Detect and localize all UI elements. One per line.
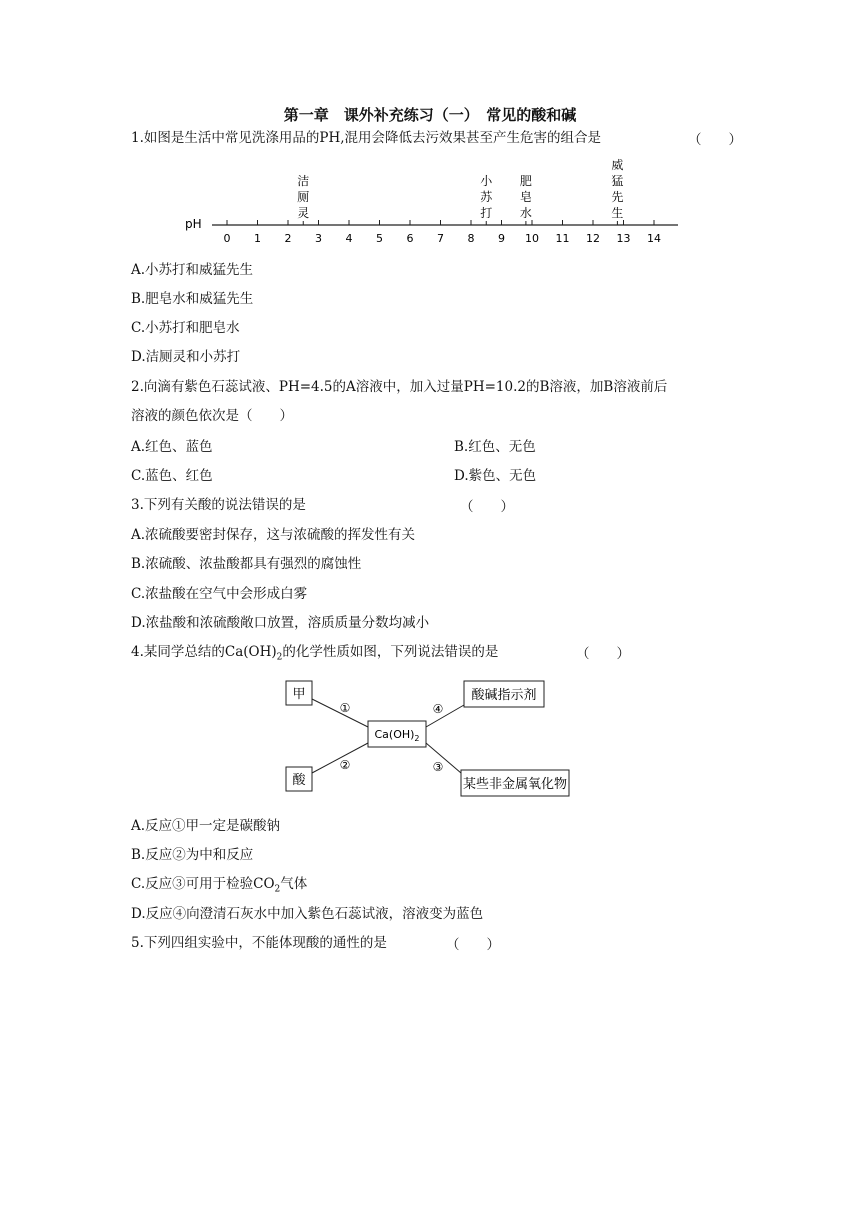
ph-product-label-char: 皂 <box>519 190 532 204</box>
ph-product-label-char: 威 <box>611 158 624 172</box>
question-5-stem: 5.下列四组实验中，不能体现酸的通性的是 <box>131 935 387 951</box>
ph-product-label-char: 打 <box>480 206 493 220</box>
question-3-option-a: A.浓硫酸要密封保存，这与浓硫酸的挥发性有关 <box>131 527 416 543</box>
ph-tick-label: 3 <box>315 232 322 245</box>
ph-scale-figure <box>180 150 700 250</box>
reaction-4-marker: ④ <box>432 702 444 716</box>
ph-tick-label: 14 <box>647 232 661 245</box>
ph-product-label-char: 肥 <box>519 174 532 188</box>
calcium-hydroxide-label: $Ca(OH)_2$ <box>374 728 420 743</box>
calcium-hydroxide-diagram <box>280 675 580 805</box>
ph-product-label-char: 猛 <box>611 174 624 188</box>
question-4-option-b: B.反应②为中和反应 <box>131 847 254 863</box>
indicator-label: 酸碱指示剂 <box>471 688 537 703</box>
ph-tick-label: 0 <box>223 232 231 245</box>
question-4-option-a: A.反应①甲一定是碳酸钠 <box>131 818 281 834</box>
question-2-stem-line-2: 溶液的颜色依次是（ ） <box>131 408 293 424</box>
question-2-stem-line-1: 2.向滴有紫色石蕊试液、PH=4.5的A溶液中，加入过量PH=10.2的B溶液，加B溶液前后 <box>131 379 668 395</box>
question-3-stem: 3.下列有关酸的说法错误的是 <box>131 497 306 513</box>
ph-tick-label: 1 <box>254 232 261 245</box>
question-3-option-d: D.浓盐酸和浓硫酸敞口放置，溶质质量分数均减小 <box>131 615 430 631</box>
ph-tick-label: 4 <box>345 232 353 245</box>
ph-product-label-char: 洁 <box>297 174 310 188</box>
question-4-option-c: C.反应③可用于检验$CO_2$气体 <box>131 876 308 895</box>
question-3-option-c: C.浓盐酸在空气中会形成白雾 <box>131 586 308 602</box>
reaction-3-marker: ③ <box>432 760 444 774</box>
reaction-1-marker: ① <box>339 701 351 715</box>
question-4-answer-paren: （ ） <box>576 646 630 662</box>
ph-product-label-char: 苏 <box>480 190 493 204</box>
ph-tick-label: 5 <box>376 232 383 245</box>
oxide-label: 某些非金属氧化物 <box>462 777 568 792</box>
ph-tick-label: 9 <box>498 232 505 245</box>
ph-tick-label: 10 <box>525 232 539 245</box>
ph-tick-label: 6 <box>406 232 414 245</box>
question-1-stem: 1.如图是生活中常见洗涤用品的PH,混用会降低去污效果甚至产生危害的组合是 <box>131 130 602 146</box>
question-2-option-a: A.红色、蓝色 <box>131 439 213 455</box>
ph-tick-label: 8 <box>467 232 475 245</box>
question-3-option-b: B.浓硫酸、浓盐酸都具有强烈的腐蚀性 <box>131 556 362 572</box>
ph-product-label-char: 灵 <box>297 206 310 220</box>
jia-label: 甲 <box>292 687 306 702</box>
ph-product-label-char: 厕 <box>297 190 310 204</box>
acid-label: 酸 <box>292 773 306 788</box>
page-title: 第一章 课外补充练习（一） 常见的酸和碱 <box>283 106 577 124</box>
question-3-answer-paren: （ ） <box>460 499 514 515</box>
ph-tick-label: 13 <box>616 232 631 245</box>
ph-tick-label: 2 <box>284 232 292 245</box>
question-1-option-d: D.洁厕灵和小苏打 <box>131 349 241 365</box>
ph-product-label-char: 小 <box>480 174 493 188</box>
question-4-option-d: D.反应④向澄清石灰水中加入紫色石蕊试液，溶液变为蓝色 <box>131 906 484 922</box>
ph-tick-label: 12 <box>586 232 600 245</box>
question-1-answer-paren: （ ） <box>688 132 742 148</box>
ph-product-label-char: 水 <box>519 206 532 220</box>
question-2-option-d: D.紫色、无色 <box>454 468 537 484</box>
question-1-option-b: B.肥皂水和威猛先生 <box>131 291 254 307</box>
question-1-option-c: C.小苏打和肥皂水 <box>131 320 240 336</box>
ph-product-label-char: 生 <box>611 206 624 220</box>
ph-tick-label: 7 <box>437 232 444 245</box>
question-2-option-b: B.红色、无色 <box>454 439 536 455</box>
ph-axis-label: pH <box>185 217 202 231</box>
question-4-stem: 4.某同学总结的$Ca(OH)_2$的化学性质如图，下列说法错误的是 <box>131 644 499 663</box>
ph-product-label-char: 先 <box>611 190 624 204</box>
question-2-option-c: C.蓝色、红色 <box>131 468 213 484</box>
question-5-answer-paren: （ ） <box>446 937 500 953</box>
reaction-2-marker: ② <box>339 758 351 772</box>
ph-tick-label: 11 <box>555 232 570 245</box>
link-oxide <box>426 743 461 773</box>
question-1-option-a: A.小苏打和威猛先生 <box>131 262 254 278</box>
